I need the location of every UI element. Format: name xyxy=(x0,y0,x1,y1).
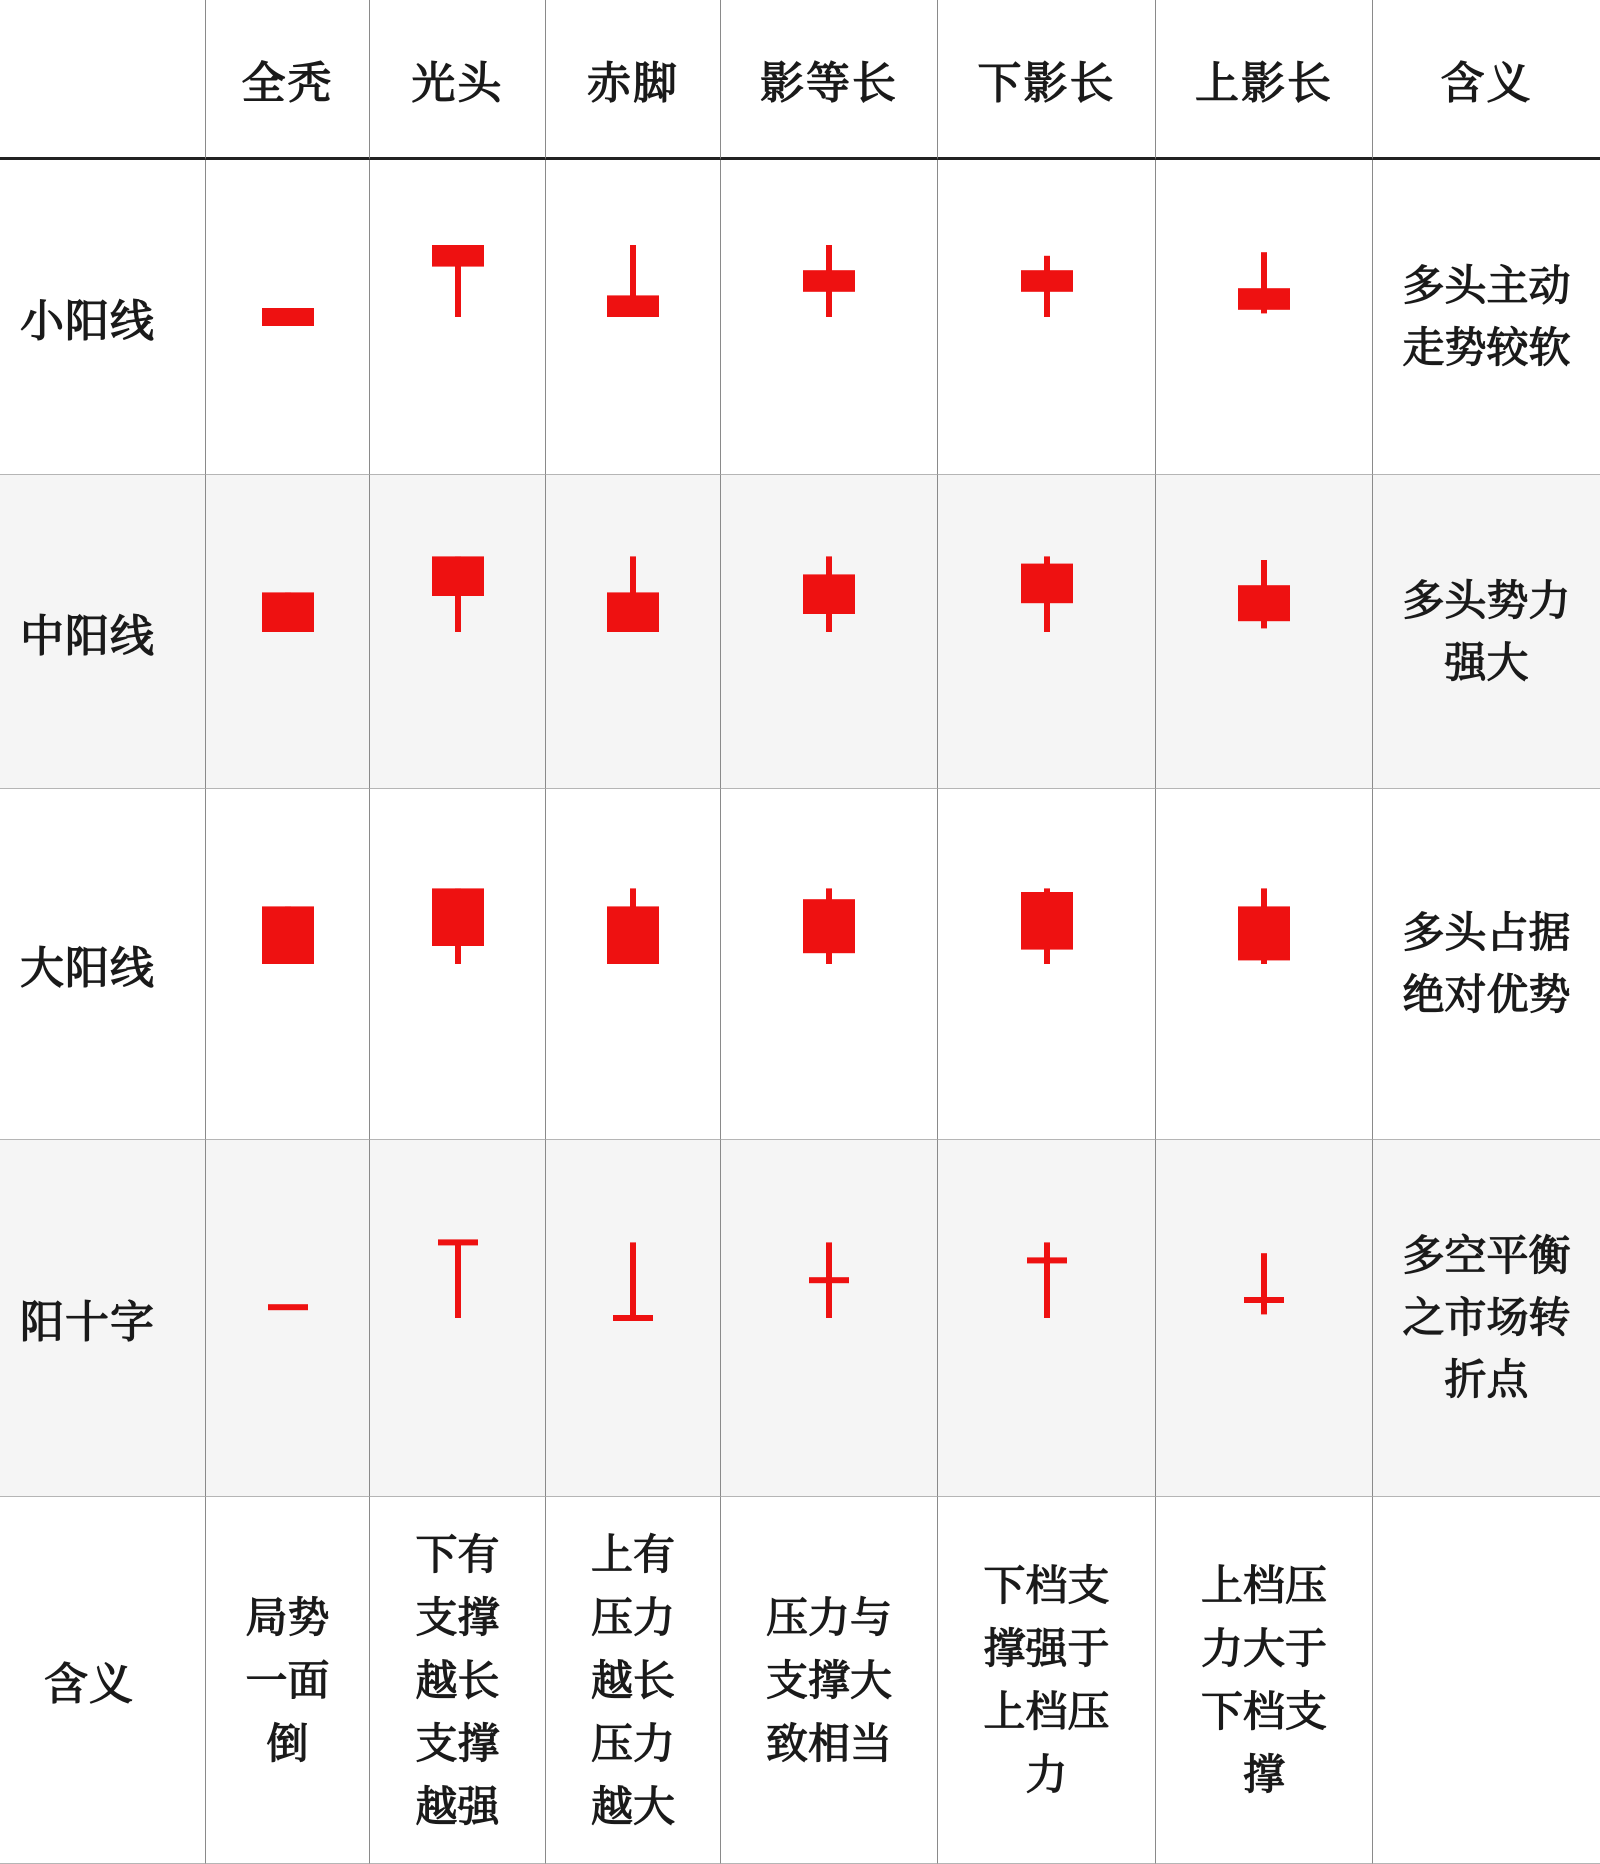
candle-cell xyxy=(369,1140,545,1497)
footer-meaning-all-bald: 局势一面倒 xyxy=(245,1592,330,1768)
footer-meaning-equal-shadows: 压力与支撑大致相当 xyxy=(765,1592,892,1768)
candle-cell xyxy=(545,789,720,1140)
candle-body xyxy=(607,295,659,317)
row-label-big-yang: 大阳线 xyxy=(0,789,205,1140)
candle-wick xyxy=(455,1242,461,1318)
candle-cell xyxy=(369,475,545,789)
candle-cell xyxy=(937,160,1155,475)
candle-body xyxy=(607,906,659,964)
row-meaning-cell xyxy=(1372,789,1600,1140)
candle-cross-bar xyxy=(1244,1297,1284,1303)
candle-cell xyxy=(205,789,369,1140)
footer-meaning-cell xyxy=(720,1497,937,1864)
header-col-all-bald: 全秃 xyxy=(205,0,369,160)
candle-cell xyxy=(720,160,937,475)
candle-body xyxy=(1021,892,1073,950)
header-col-meaning: 含义 xyxy=(1372,0,1600,160)
row-meaning-yang-cross: 多空平衡之市场转折点 xyxy=(1402,1231,1571,1404)
candle-cross-bar xyxy=(438,1239,478,1245)
footer-meaning-long-upper-shadow: 上档压力大于下档支撑 xyxy=(1200,1561,1327,1799)
candle-body xyxy=(262,592,314,632)
candle-cell xyxy=(545,475,720,789)
footer-meaning-cell xyxy=(205,1497,369,1864)
candle-cell xyxy=(369,160,545,475)
candle-cell xyxy=(1155,789,1372,1140)
candle-body xyxy=(803,270,855,292)
candle-cell xyxy=(937,1140,1155,1497)
footer-meaning-cell xyxy=(545,1497,720,1864)
candle-body xyxy=(1021,270,1073,292)
candle-cell xyxy=(205,475,369,789)
candle-cell xyxy=(1155,475,1372,789)
header-col-equal-shadows: 影等长 xyxy=(720,0,937,160)
candle-cell xyxy=(545,160,720,475)
header-col-bald-top: 光头 xyxy=(369,0,545,160)
candle-cell xyxy=(545,1140,720,1497)
candle-cell xyxy=(205,1140,369,1497)
candle-cell xyxy=(205,160,369,475)
candle-body xyxy=(432,888,484,946)
footer-meaning-bald-top: 下有支撑越长支撑越强 xyxy=(415,1529,500,1831)
footer-meaning-cell xyxy=(1155,1497,1372,1864)
candle-body xyxy=(1021,563,1073,603)
candle-cell xyxy=(369,789,545,1140)
candle-cell xyxy=(720,789,937,1140)
candle-cell xyxy=(937,789,1155,1140)
candle-cross-bar xyxy=(809,1277,849,1283)
candle-wick xyxy=(1044,1242,1050,1318)
footer-meaning-cell xyxy=(369,1497,545,1864)
header-col-bald-bottom: 赤脚 xyxy=(545,0,720,160)
candle-cross-bar xyxy=(268,1304,308,1310)
candle-cross-bar xyxy=(1027,1257,1067,1263)
candle-body xyxy=(1238,288,1290,310)
header-corner xyxy=(0,0,205,160)
row-label-yang-cross: 阳十字 xyxy=(0,1140,205,1497)
footer-meaning-bald-bottom: 上有压力越长压力越大 xyxy=(590,1529,675,1831)
candle-wick xyxy=(1261,1253,1267,1314)
candle-body xyxy=(262,906,314,964)
candle-body xyxy=(1238,585,1290,621)
candle-cell xyxy=(720,1140,937,1497)
row-meaning-cell xyxy=(1372,160,1600,475)
candle-body xyxy=(803,574,855,614)
footer-meaning-cell xyxy=(1372,1497,1600,1864)
row-meaning-small-yang: 多头主动走势较软 xyxy=(1402,261,1571,372)
row-meaning-cell xyxy=(1372,1140,1600,1497)
candle-body xyxy=(262,308,314,326)
candle-body xyxy=(432,245,484,267)
candle-cell xyxy=(720,475,937,789)
footer-label: 含义 xyxy=(0,1497,205,1864)
row-label-medium-yang: 中阳线 xyxy=(0,475,205,789)
candle-cross-bar xyxy=(613,1315,653,1321)
candle-wick xyxy=(630,1242,636,1318)
row-meaning-cell xyxy=(1372,475,1600,789)
candle-cell xyxy=(937,475,1155,789)
candle-body xyxy=(1238,906,1290,960)
header-col-long-upper-shadow: 上影长 xyxy=(1155,0,1372,160)
header-col-long-lower-shadow: 下影长 xyxy=(937,0,1155,160)
row-meaning-medium-yang: 多头势力强大 xyxy=(1402,575,1571,687)
candle-cell xyxy=(1155,160,1372,475)
row-label-small-yang: 小阳线 xyxy=(0,160,205,475)
footer-meaning-cell xyxy=(937,1497,1155,1864)
candle-cell xyxy=(1155,1140,1372,1497)
candle-body xyxy=(803,899,855,953)
row-meaning-big-yang: 多头占据绝对优势 xyxy=(1402,908,1571,1019)
footer-meaning-long-lower-shadow: 下档支撑强于上档压力 xyxy=(983,1561,1110,1799)
candle-body xyxy=(607,592,659,632)
candle-body xyxy=(432,556,484,596)
